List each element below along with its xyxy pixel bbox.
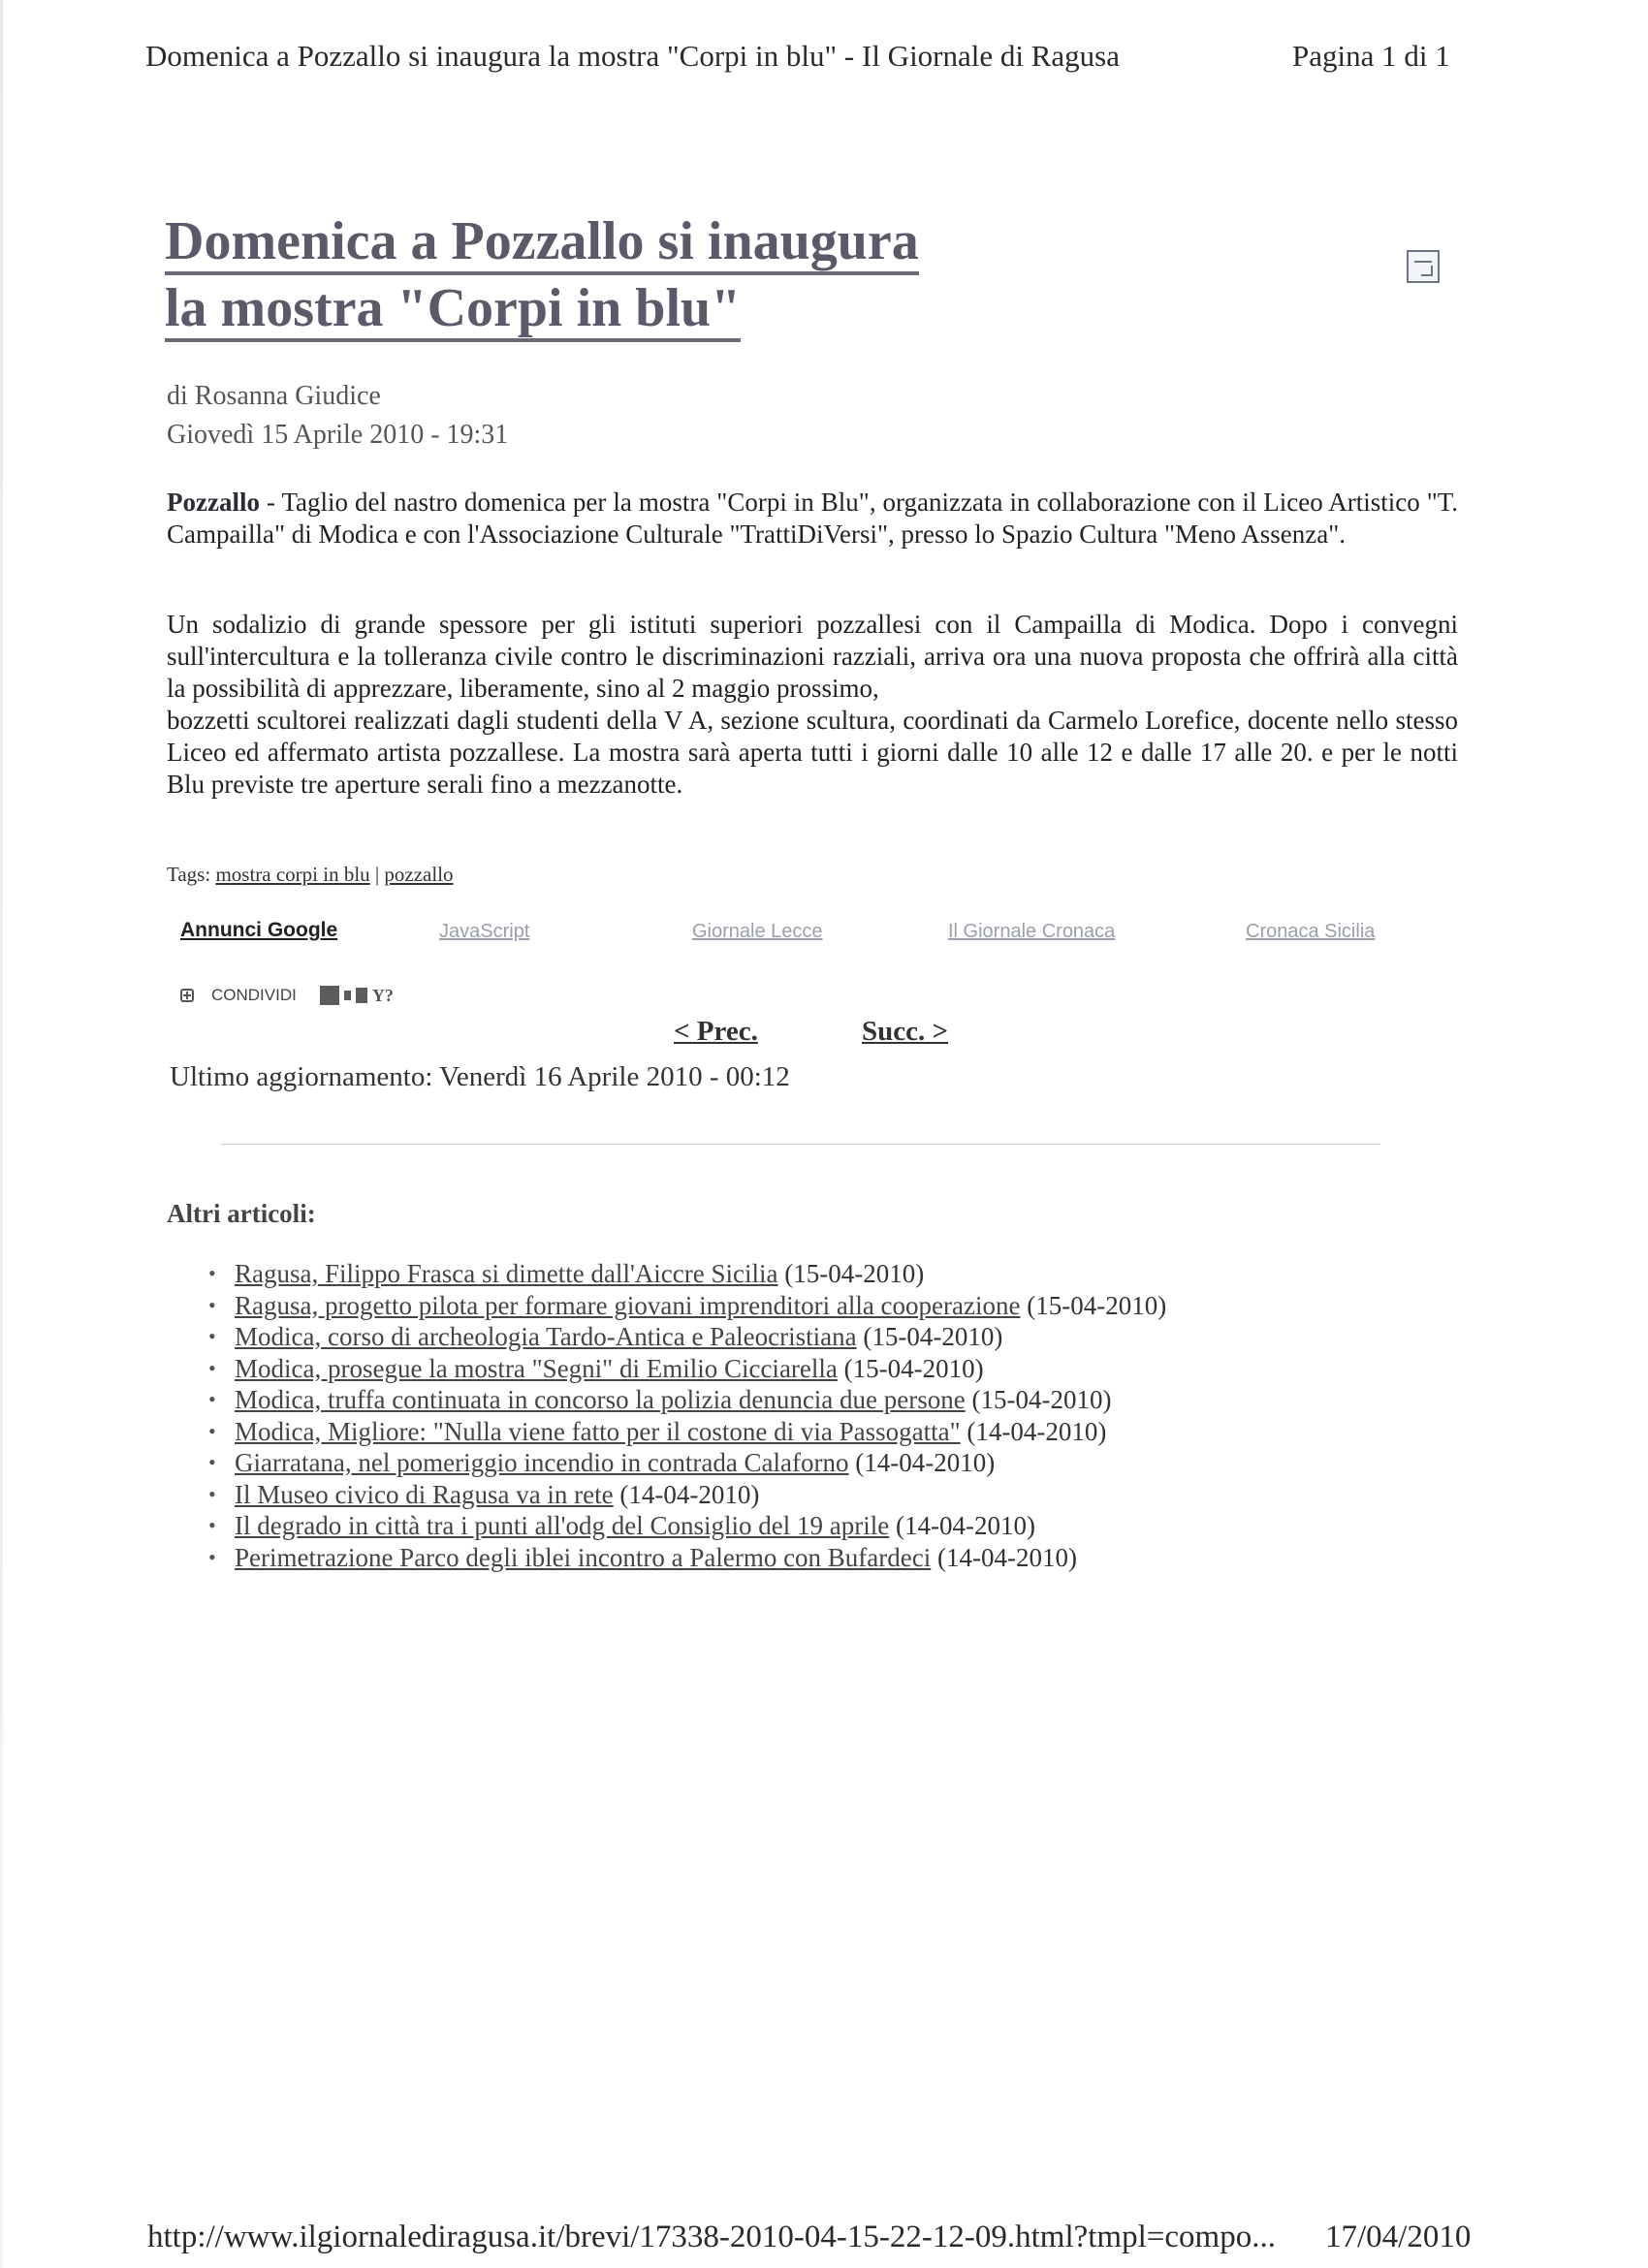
tag-link-mostra[interactable]: mostra corpi in blu <box>215 863 370 886</box>
related-article-link[interactable]: Modica, truffa continuata in concorso la polizia denuncia due persone <box>235 1385 966 1414</box>
yahoo-icon[interactable]: Y? <box>371 985 394 1005</box>
related-article-date: (14-04-2010) <box>931 1542 1077 1572</box>
related-article-link[interactable]: Modica, Migliore: "Nulla viene fatto per il costone di via Passogatta" <box>235 1416 961 1446</box>
related-article-date: (15-04-2010) <box>777 1259 925 1288</box>
print-header-title: Domenica a Pozzallo si inaugura la mostra "Corpi in blu" - Il Giornale di Ragusa <box>145 39 1121 73</box>
related-articles-title: Altri articoli: <box>167 1199 316 1228</box>
list-item <box>206 1290 1166 1322</box>
share-label[interactable]: CONDIVIDI <box>211 986 297 1004</box>
print-footer-date: 17/04/2010 <box>1325 2220 1472 2254</box>
ad-link-giornale-cronaca[interactable]: Il Giornale Cronaca <box>948 921 1116 942</box>
share-bar[interactable] <box>180 983 394 1008</box>
print-footer-url: http://www.ilgiornalediragusa.it/brevi/17338-2010-04-15-22-12-09.html?tmpl=compo... <box>147 2220 1276 2254</box>
related-articles-list <box>206 1258 1166 1573</box>
related-article-date: (14-04-2010) <box>613 1479 760 1509</box>
related-article-date: (14-04-2010) <box>848 1448 996 1477</box>
article-paragraph-2 <box>167 609 1458 801</box>
ads-label[interactable]: Annunci Google <box>180 919 338 941</box>
facebook-icon[interactable] <box>320 986 339 1005</box>
lead-place: Pozzallo <box>167 488 260 517</box>
digg-icon[interactable] <box>344 991 351 1000</box>
list-item <box>206 1384 1166 1416</box>
related-article-date: (15-04-2010) <box>856 1322 1003 1351</box>
paragraph-2-text-b: bozzetti scultorei realizzati dagli studenti della V A, sezione scultura, coordinati da Carmelo Lorefice, docente nello stesso Liceo ed affermato artista pozzallese. La mostra sarà aperta tutti i giorni dalle 10 alle 12 e dalle 17 alle 20. e per le notti Blu previste tre aperture serali fino a mezzanotte. <box>167 706 1458 799</box>
list-item <box>206 1479 1166 1511</box>
list-item <box>206 1510 1166 1542</box>
related-article-link[interactable]: Il Museo civico di Ragusa va in rete <box>235 1479 614 1509</box>
ad-link-javascript[interactable]: JavaScript <box>439 921 530 942</box>
related-article-link[interactable]: Ragusa, Filippo Frasca si dimette dall'Aiccre Sicilia <box>235 1259 778 1288</box>
related-article-date: (14-04-2010) <box>889 1511 1035 1540</box>
article-title-line-1[interactable]: Domenica a Pozzallo si inaugura <box>165 211 919 275</box>
delicious-icon[interactable] <box>356 988 367 1003</box>
list-item <box>206 1542 1166 1574</box>
tags-separator: | <box>374 863 380 886</box>
list-item <box>206 1321 1166 1353</box>
list-item <box>206 1258 1166 1290</box>
article-paragraph-1 <box>167 487 1458 551</box>
tag-link-pozzallo[interactable]: pozzallo <box>384 863 454 886</box>
print-header-page-info: Pagina 1 di 1 <box>1292 39 1450 73</box>
list-item <box>206 1447 1166 1479</box>
related-article-link[interactable]: Perimetrazione Parco degli iblei incontro a Palermo con Bufardeci <box>235 1542 932 1572</box>
related-article-date: (15-04-2010) <box>837 1353 984 1383</box>
related-article-link[interactable]: Il degrado in città tra i punti all'odg del Consiglio del 19 aprile <box>235 1511 890 1540</box>
prev-link[interactable]: < Prec. <box>674 1016 758 1047</box>
article-title[interactable] <box>165 208 998 342</box>
related-article-date: (15-04-2010) <box>965 1385 1112 1414</box>
ad-link-giornale-lecce[interactable]: Giornale Lecce <box>692 921 823 942</box>
related-article-link[interactable]: Modica, prosegue la mostra "Segni" di Emilio Cicciarella <box>235 1353 838 1383</box>
paragraph-1-text: - Taglio del nastro domenica per la mostra "Corpi in Blu", organizzata in collaborazione con il Liceo Artistico "T. Campailla" di Modica e con l'Associazione Culturale "TrattiDiVersi", presso lo Spazio Cultura "Meno Assenza". <box>167 488 1458 549</box>
tags-row <box>167 863 454 887</box>
share-plus-icon[interactable] <box>180 989 194 1002</box>
related-article-date: (14-04-2010) <box>960 1416 1107 1446</box>
article-author: di Rosanna Giudice <box>167 381 381 411</box>
list-item <box>206 1416 1166 1448</box>
paragraph-2-text-a: Un sodalizio di grande spessore per gli istituti superiori pozzallesi con il Campailla di Modica. Dopo i convegni sull'intercultura e la tolleranza civile contro le discriminazioni razziali, arriva ora una nuova proposta che offrirà alla città la possibilità di apprezzare, liberamente, sino al 2 maggio prossimo, <box>167 610 1458 703</box>
related-article-link[interactable]: Ragusa, progetto pilota per formare giovani imprenditori alla cooperazione <box>235 1290 1021 1320</box>
related-article-link[interactable]: Giarratana, nel pomeriggio incendio in contrada Calaforno <box>235 1448 849 1477</box>
related-article-date: (15-04-2010) <box>1020 1290 1167 1320</box>
divider <box>221 1144 1380 1145</box>
article-title-line-2[interactable]: la mostra "Corpi in blu" <box>165 278 741 342</box>
print-icon[interactable] <box>1407 250 1440 283</box>
article-date: Giovedì 15 Aprile 2010 - 19:31 <box>167 420 509 450</box>
scan-edge <box>0 0 3 2268</box>
tags-label: Tags: <box>167 863 211 886</box>
related-article-link[interactable]: Modica, corso di archeologia Tardo-Antica e Paleocristiana <box>235 1322 857 1351</box>
list-item <box>206 1353 1166 1385</box>
next-link[interactable]: Succ. > <box>862 1016 949 1047</box>
share-icons <box>320 986 394 1006</box>
ad-link-cronaca-sicilia[interactable]: Cronaca Sicilia <box>1246 921 1376 942</box>
last-updated: Ultimo aggiornamento: Venerdì 16 Aprile 2010 - 00:12 <box>170 1061 790 1092</box>
